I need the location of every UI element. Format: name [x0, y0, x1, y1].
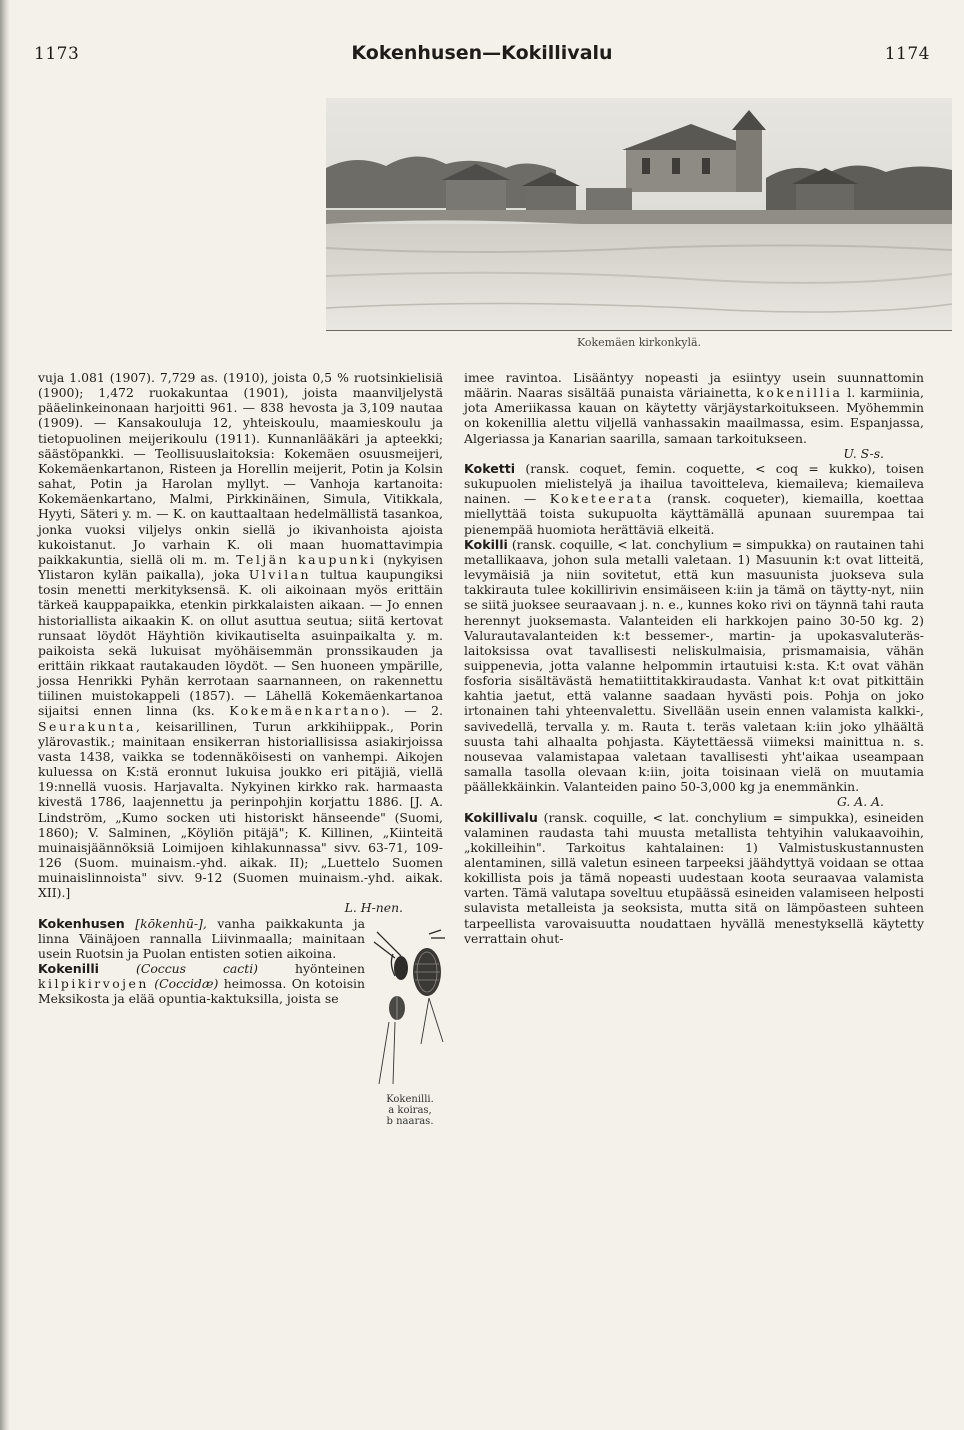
spaced-term-koketeerata: Koketeerata — [549, 491, 654, 507]
author-signature: G. A. A. — [836, 794, 884, 810]
spaced-term-kilpikirvojen: kilpikirvojen — [38, 976, 149, 992]
cochineal-figure — [371, 924, 449, 1134]
spaced-term-kokenillia: kokenillia — [756, 385, 843, 401]
author-signature: L. H-nen. — [344, 900, 403, 916]
entry-kokenilli: Kokenilli (Coccus cacti) hyönteinen kilpikirvojen (Coccidæ) heimossa. On kotoisin Meksikosta ja elää opuntia-kaktuksilla, joista se — [38, 961, 365, 1007]
headword-kokillivalu: Kokillivalu — [464, 809, 538, 825]
page-binding-edge — [0, 0, 10, 1430]
figure-caption-a: a koiras, — [388, 1104, 432, 1116]
pronunciation-kokenhusen: [kōkenhū-], — [135, 915, 207, 931]
headword-koketti: Koketti — [464, 460, 516, 476]
spaced-term-seurakunta: Seurakunta — [38, 718, 136, 734]
latin-kokenilli: (Coccus cacti) — [136, 961, 259, 977]
author-signature: U. S-s. — [843, 445, 884, 461]
latin-coccidae: (Coccidæ) — [154, 976, 219, 992]
left-text-column — [38, 370, 443, 1134]
paragraph-kokenilli-continued: imee ravintoa. Lisääntyy nopeasti ja esiintyy usein suunnattomin määrin. Naaras sisältää punaista väriainetta, kokenillia l. karmiinia, jota Ameriikassa kauan on käytetty värjäystarkoitukseen. Myöhemmin on kokenillia alettu viljellä vanhassakin maailmassa, esim. Espanjassa, Algeriassa ja Kanarian saarilla, samaan tarkoitukseen. — [464, 370, 924, 446]
photo-caption: Kokemäen kirkonkylä. — [576, 336, 702, 349]
headword-kokenilli: Kokenilli — [38, 961, 100, 977]
village-photo — [326, 98, 952, 331]
figure-caption-title: Kokenilli. — [386, 1093, 434, 1105]
running-title: Kokenhusen—Kokillivalu — [351, 42, 613, 64]
running-header — [34, 44, 930, 72]
right-text-column — [464, 370, 924, 946]
headword-kokilli: Kokilli — [464, 536, 508, 552]
spaced-term-telja: Teljän kaupunki — [236, 551, 377, 567]
figure-caption-b: b naaras. — [386, 1115, 434, 1127]
entry-koketti: Koketti (ransk. coquet, femin. coquette, < coq = kukko), toisen sukupuolen mielistelyä ja ihailua tavoitteleva, kiemaileva; kiemaileva nainen. — Koketeerata (ransk. coqueter), kiemailla, koettaa miellyttää toista sukupuolta käyttämällä apunaan suurempaa tai pienempää huomiota herättäviä elkeitä. — [464, 460, 924, 537]
spaced-term-ulvila: Ulvilan — [248, 567, 312, 583]
entry-kokillivalu: Kokillivalu (ransk. coquille, < lat. conchylium = simpukka), esineiden valaminen raudasta tahi muusta metallista tehtyihin valukaavoihin, „kokilleihin". Tarkoitus kahtalainen: 1) Valmistuskustannusten alentaminen, sillä valetun esineen tarpeeksi jäähdyttyä voidaan se ottaa kokillista pois ja tämä nopeasti uudestaan koota seuraavaa valamista varten. Tämä valutapa soveltuu etupäässä esineiden valamiseen helposti sulavista metalleista ja seoksista, mutta sitä on lämpöasteen suhteen tarpeellista varovaisuutta noudattaen hyvällä menestyksellä käytetty verrattain ohut- — [464, 809, 924, 946]
entry-kokenhusen: Kokenhusen [kōkenhū-], vanha paikkakunta ja linna Väinäjoen rannalla Liivinmaalla; mainitaan usein Ruotsin ja Puolan entisten sotien aikoina. — [38, 915, 365, 961]
entry-kokilli: Kokilli (ransk. coquille, < lat. conchylium = simpukka) on rautainen tahi metallikaava, johon sula metalli valetaan. 1) Masuunin k:t ovat litteitä, levymäisiä ja niin sovitetut, että kun masuunista juokseva sula takkirauta tulee kokillirivin ensimäiseen k:iin ja tämä on täytty-nyt, niin se siitä juoksee seuraavaan j. n. e., kunnes koko rivi on täynnä tahi rauta herennyt juoksemasta. Valanteiden eli harkkojen paino 30-50 kg. 2) Valurautavalanteiden k:t bessemer-, martin- ja upokasvaluteräs-laitoksissa ovat tavallisesti neliskulmaisia, prismamaisia, vähän suippenevia, jotta valanne helpommin irtautuisi k:sta. K:t ovat vähän fosforia sisältävästä hematiittitakkiraudasta. Vanhat k:t ovat pitkittäin kahtia jaetut, että valanne saadaan hyvästi pois. Pohja on joko irtonainen tahi yhteenvalettu. Sivellään usein ennen valamista kalkki-, savivedellä, tervalla y. m. Rauta t. teräs valetaan k:iin joko ylhäältä suusta tahi alhaalta pohjasta. Käytettäessä viimeksi mainittua n. s. nousevaa valamistapaa valetaan tavallisesti yht'aikaa useampaan samalla tasolla olevaan k:iin, joita toisinaan vielä on muutamia päällekkäinkin. Valanteiden paino 50-3,000 kg ja enemmänkin. — [464, 536, 924, 795]
paragraph-kokemaki-continued: vuja 1.081 (1907). 7,729 as. (1910), joista 0,5 % ruotsinkielisiä (1900); 1,472 ruokakuntaa (1901), joista maanviljelystä pääelinkeinonaan harjoitti 961. — 838 hevosta ja 3,109 nautaa (1909). — Kansakouluja 12, yhteiskoulu, maamieskoulu ja tietopuolinen meijerikoulu (1911). Kunnanlääkäri ja apteekki; säästöpankki. — Teollisuuslaitoksia: Kokemäen osuusmeijeri, Kokemäenkartanon, Risteen ja Horellin meijerit, Potin ja Kolsin sahat, Potin ja Harolan myllyt. — Vanhoja kartanoita: Kokemäenkartano, Malmi, Pirkkinäinen, Simula, Vitikkala, Hyyti, Säteri y. m. — K. on kauttaaltaan hedelmällistä tasankoa, jonka vuoksi viljelys onkin siellä jo ikivanhoista ajoista kukoistanut. Jo varhain K. oli maan huomattavimpia paikkakuntia, siellä oli m. m. Teljän kaupunki (nykyisen Ylistaron kylän paikalla), joka Ulvilan tultua kaupungiksi tosin menetti merkityksensä. K. oli aikoinaan myös erittäin tärkeä kauppapaikka, etenkin pirkkalaisten aikaan. — Jo ennen historiallista aikaakin K. on ollut asuttua seutua; siitä kertovat runsaat löydöt Häyhtiön kivikautiselta asuinpaikalta y. m. paikoista sekä lukuisat myöhäisemmän pronssikauden ja erittäin rikkaat rautakauden löydöt. — Sen huoneen ympärille, jossa Henrikki Pyhän kerrotaan saarnanneen, on rakennettu tiilinen muistokappeli (1857). — Lähellä Kokemäenkartanoa sijaitsi ennen linna (ks. Kokemäenkartano). — 2. Seurakunta, keisarillinen, Turun arkkihiippak., Porin ylärovastik.; mainitaan ensikerran historiallisissa asiakirjoissa vasta 1438, vaikka se todennäköisesti on vanhempi. Aikojen kuluessa on K:stä eronnut lukuisa joukko eri pitäjiä, viellä 19:nnellä vuosis. Harjavalta. Nykyinen kirkko rak. harmaasta kivestä 1786, laajennettu ja perinpohjin korjattu 1886. [J. A. Lindström, „Kumo socken uti historiskt hänseende" (Suomi, 1860); V. Salminen, „Köyliön pitäjä"; K. Killinen, „Kiinteitä muinaisjäännöksiä Loimijoen kihlakunnassa" sivv. 63-71, 109-126 (Suom. muinaism.-yhd. aikak. II); „Luettelo Suomen muinaislinnoista" sivv. 9-12 (Suomen muinaism.-yhd. aikak. XII).] — [38, 370, 444, 901]
headword-kokenhusen: Kokenhusen — [38, 915, 125, 931]
spaced-term-kartano: Kokemäenkartano — [229, 703, 382, 719]
right-page-number: 1174 — [884, 44, 930, 64]
left-page-number: 1173 — [34, 44, 80, 64]
